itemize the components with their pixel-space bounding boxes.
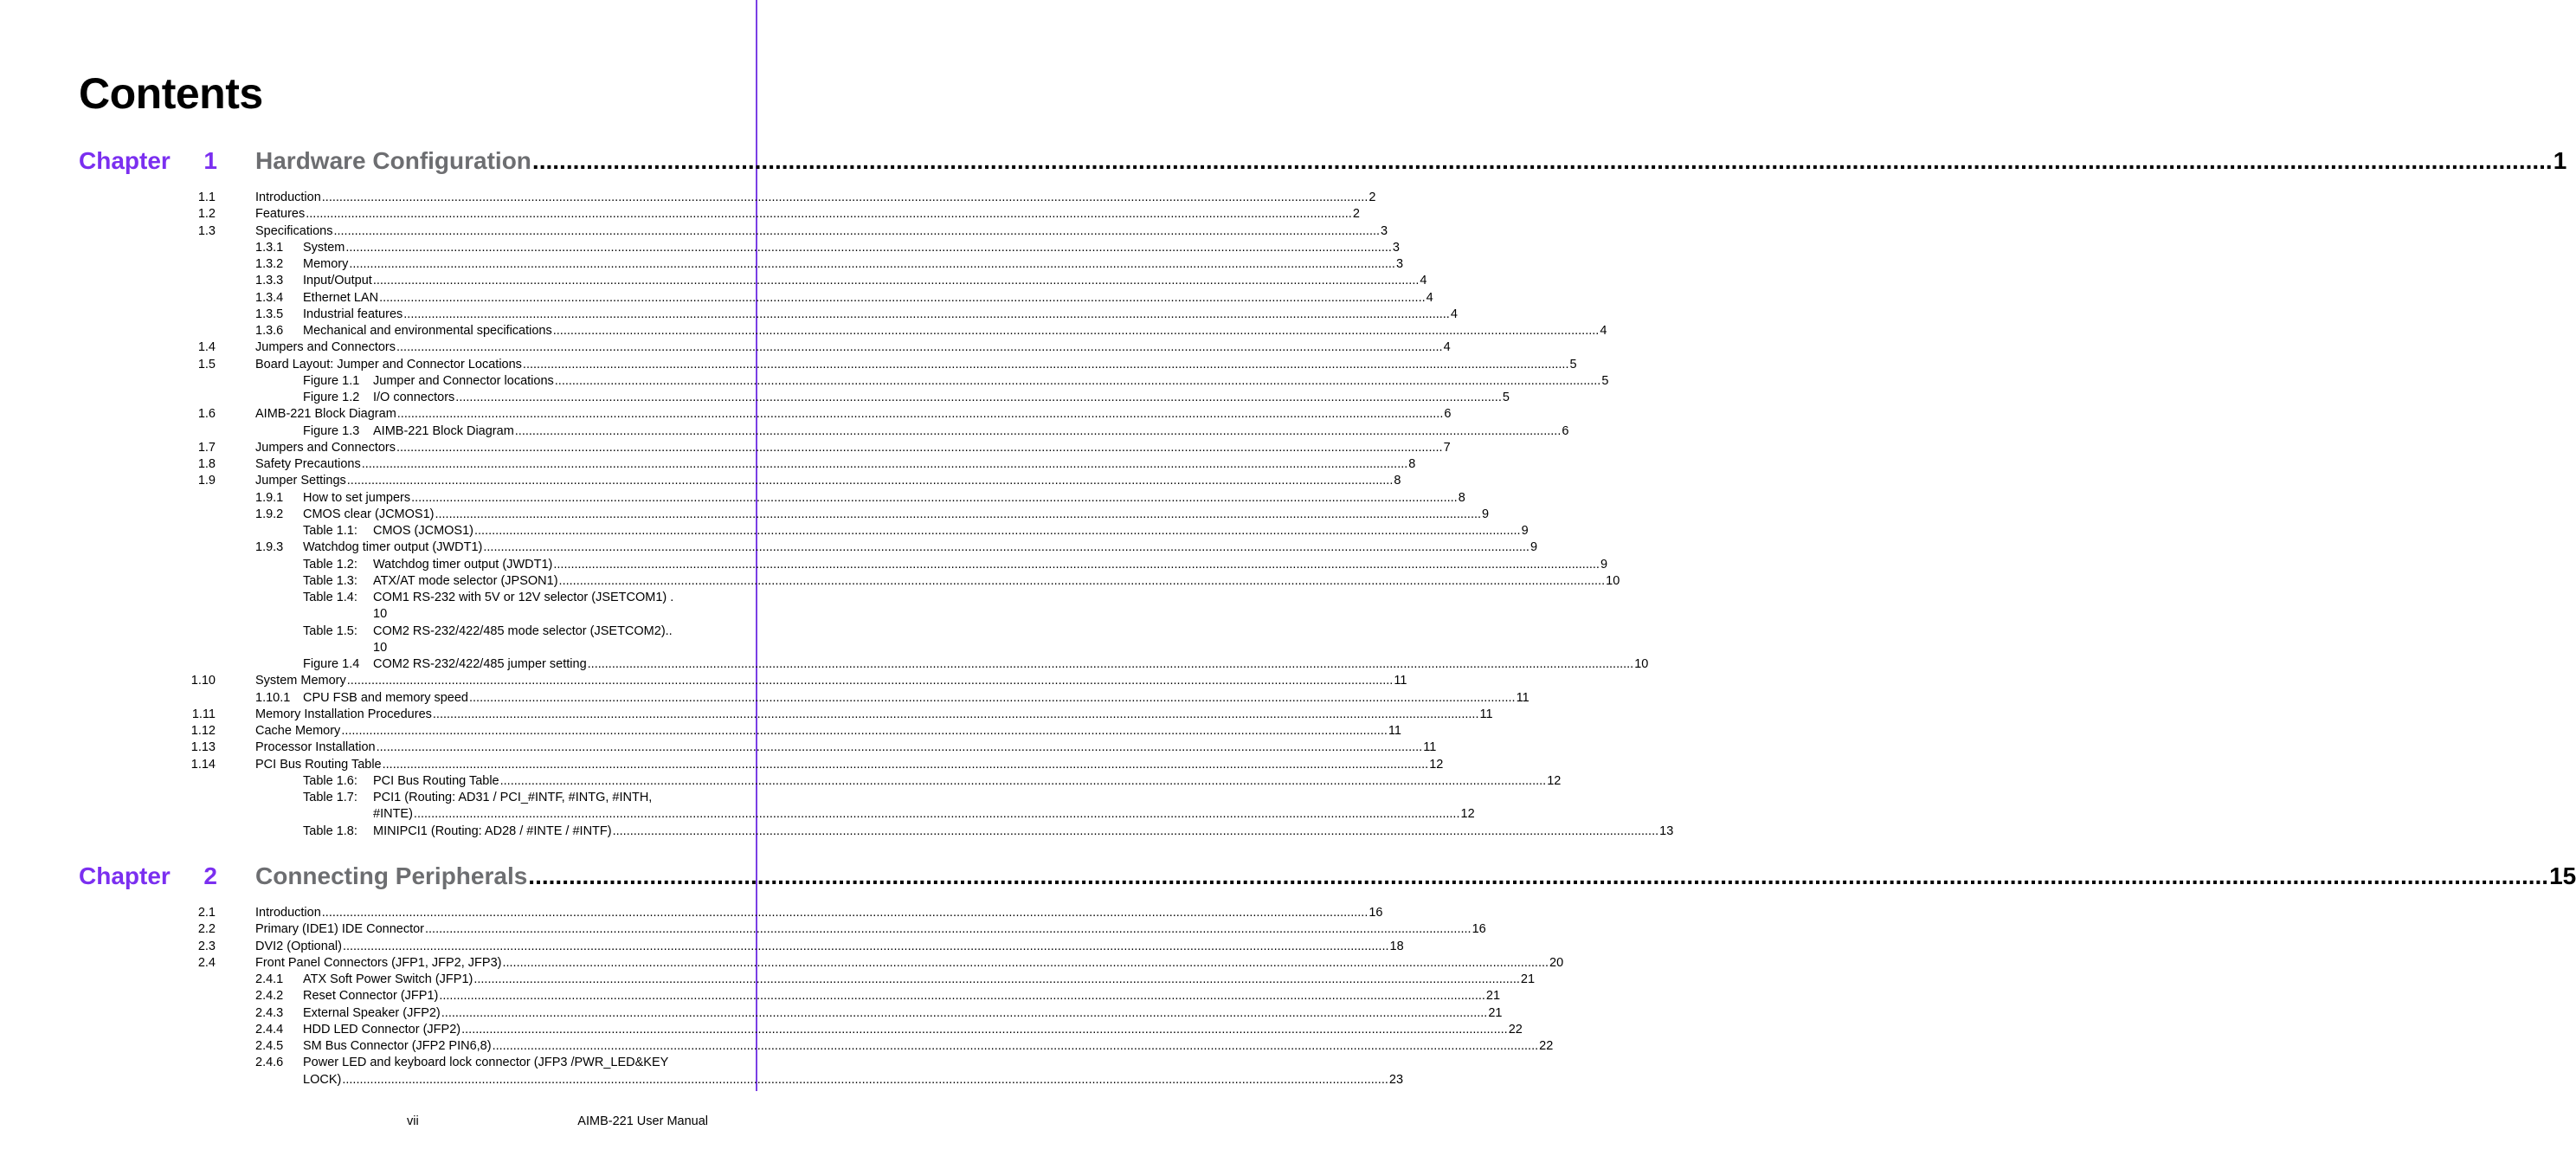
toc-page: 2 bbox=[1368, 191, 1376, 204]
dot-leader: ............................................................................................................................................................................................................................................................................................................ bbox=[474, 524, 1521, 538]
toc-leader bbox=[255, 357, 1577, 373]
toc-page: 3 bbox=[1392, 240, 1400, 255]
toc-leader bbox=[303, 1005, 1503, 1022]
caption-number: Table 1.7: bbox=[303, 791, 357, 804]
toc-entry[interactable] bbox=[0, 557, 1608, 573]
dot-leader: ............................................................................................................................................................................................................................................................................................................ bbox=[502, 955, 1549, 970]
caption-number: Table 1.4: bbox=[303, 591, 357, 604]
footer-manual-title: AIMB-221 User Manual bbox=[577, 1114, 708, 1128]
toc-label: PCI1 (Routing: AD31 / PCI_#INTF, #INTG, #INTH, bbox=[373, 791, 653, 804]
toc-label: Watchdog timer output (JWDT1) bbox=[303, 540, 483, 555]
toc-leader bbox=[255, 921, 1486, 938]
dot-leader: ............................................................................................................................................................................................................................................................................................................ bbox=[396, 440, 1443, 455]
toc-page: 3 bbox=[1395, 257, 1404, 271]
toc-entry[interactable] bbox=[0, 573, 1620, 590]
section-number: 2.2 bbox=[197, 922, 216, 937]
chapter-entry bbox=[255, 861, 2576, 892]
toc-page: 7 bbox=[1443, 440, 1451, 455]
toc-entry[interactable] bbox=[0, 539, 1538, 556]
toc-page: 2 bbox=[1352, 207, 1360, 222]
toc-entry[interactable] bbox=[0, 757, 1444, 773]
toc-entry[interactable] bbox=[0, 656, 1649, 673]
toc-label-continued: LOCK) bbox=[303, 1072, 342, 1087]
page-title: Contents bbox=[79, 69, 263, 118]
toc-label: COM2 RS-232/422/485 jumper setting bbox=[373, 657, 587, 671]
toc-page: 21 bbox=[1485, 989, 1501, 1004]
dot-leader: ............................................................................................................................................................................................................................................................................................................ bbox=[435, 507, 1482, 521]
dot-leader: ............................................................................................................................................................................................................................................................................................................ bbox=[483, 540, 1530, 555]
toc-leader bbox=[303, 490, 1465, 507]
section-number: 1.3.6 bbox=[255, 324, 284, 338]
dot-leader: ............................................................................................................................................................................................................................................................................................................ bbox=[349, 257, 1395, 271]
section-number: 1.10.1 bbox=[255, 690, 291, 705]
toc-leader bbox=[373, 373, 1609, 390]
chapter-number: 1 bbox=[203, 147, 217, 174]
toc-label: System bbox=[303, 240, 345, 255]
caption-number: Table 1.1: bbox=[303, 524, 357, 538]
toc-page: 11 bbox=[1479, 707, 1493, 721]
chapter-entry bbox=[255, 145, 2567, 177]
toc-label: Reset Connector (JFP1) bbox=[303, 989, 439, 1004]
toc-entry[interactable] bbox=[0, 423, 1569, 440]
toc-leader bbox=[303, 290, 1433, 307]
toc-label: Jumper Settings bbox=[255, 474, 346, 488]
toc-leader bbox=[373, 573, 1620, 590]
toc-leader bbox=[255, 206, 1360, 223]
toc-entry[interactable] bbox=[0, 339, 1451, 356]
toc-label: HDD LED Connector (JFP2) bbox=[303, 1022, 461, 1037]
caption-number: Figure 1.1 bbox=[303, 373, 360, 388]
dot-leader: ............................................................................................................................................................................................................................................................................................................ bbox=[346, 474, 1394, 488]
dot-leader: ............................................................................................................................................................................................................................................................................................................ bbox=[461, 1022, 1508, 1037]
toc-entry[interactable] bbox=[0, 507, 1490, 523]
chapter-word: Chapter bbox=[79, 862, 171, 889]
toc-page: 8 bbox=[1458, 490, 1465, 505]
toc-label: Board Layout: Jumper and Connector Locations bbox=[255, 357, 522, 371]
toc-label: Industrial features bbox=[303, 307, 403, 321]
toc-page: 22 bbox=[1539, 1039, 1554, 1053]
toc-page: 10 bbox=[373, 607, 388, 622]
section-number: 1.10 bbox=[190, 674, 216, 688]
toc-entry[interactable] bbox=[0, 390, 1510, 406]
toc-label: Processor Installation bbox=[255, 740, 376, 755]
toc-leader bbox=[255, 190, 1376, 206]
section-number: 2.4.1 bbox=[255, 972, 284, 986]
toc-leader bbox=[255, 905, 1383, 921]
dot-leader: ............................................................................................................................................................................................................................................................................................................ bbox=[455, 391, 1502, 404]
dot-leader: ............................................................................................................................................................................................................................................................................................................ bbox=[346, 674, 1394, 688]
toc-page: 10 bbox=[1606, 573, 1620, 588]
toc-entry[interactable] bbox=[0, 921, 1486, 938]
toc-leader bbox=[373, 773, 1562, 790]
toc-page: 8 bbox=[1408, 457, 1416, 471]
toc-label: SM Bus Connector (JFP2 PIN6,8) bbox=[303, 1039, 492, 1053]
toc-entry[interactable] bbox=[0, 1022, 1523, 1038]
dot-leader: ............................................................................................................................................................................................................................................................................................................ bbox=[528, 862, 2549, 889]
section-number: 2.4.4 bbox=[255, 1022, 284, 1037]
toc-page: 9 bbox=[1482, 507, 1490, 521]
toc-page: 13 bbox=[1659, 823, 1674, 838]
dot-leader: ............................................................................................................................................................................................................................................................................................................ bbox=[553, 557, 1600, 572]
section-number: 1.11 bbox=[191, 707, 216, 721]
section-number: 1.8 bbox=[197, 457, 216, 471]
toc-entry[interactable] bbox=[0, 273, 1427, 289]
dot-leader: ............................................................................................................................................................................................................................................................................................................ bbox=[306, 207, 1352, 222]
dot-leader: ............................................................................................................................................................................................................................................................................................................ bbox=[552, 324, 1600, 338]
toc-page: 9 bbox=[1530, 540, 1538, 555]
toc-label: Cache Memory bbox=[255, 724, 341, 738]
toc-label: Jumpers and Connectors bbox=[255, 340, 396, 355]
toc-entry[interactable] bbox=[0, 240, 1400, 256]
toc-entry[interactable] bbox=[0, 406, 1452, 423]
toc-entry[interactable] bbox=[0, 490, 1465, 507]
toc-entry[interactable] bbox=[0, 988, 1501, 1004]
chapter-heading[interactable] bbox=[79, 145, 2567, 177]
toc-leader bbox=[255, 939, 1404, 955]
section-number: 2.4.3 bbox=[255, 1005, 284, 1020]
section-number: 1.2 bbox=[197, 207, 216, 222]
toc-entry[interactable] bbox=[0, 905, 1383, 921]
toc-entry[interactable] bbox=[0, 473, 1401, 489]
dot-leader: ............................................................................................................................................................................................................................................................................................................ bbox=[396, 407, 1444, 422]
toc-page: 16 bbox=[1472, 922, 1486, 937]
toc-leader bbox=[373, 557, 1608, 573]
toc-entry[interactable] bbox=[0, 307, 1458, 323]
toc-page: 11 bbox=[1516, 690, 1530, 705]
toc-leader bbox=[303, 273, 1427, 289]
dot-leader: ............................................................................................................................................................................................................................................................................................................ bbox=[361, 457, 1408, 471]
toc-entry[interactable] bbox=[0, 440, 1451, 456]
toc-label: I/O connectors bbox=[373, 391, 455, 404]
toc-label: Ethernet LAN bbox=[303, 290, 379, 305]
dot-leader: ............................................................................................................................................................................................................................................................................................................ bbox=[425, 922, 1472, 937]
toc-entry[interactable] bbox=[0, 673, 1407, 689]
section-number: 1.6 bbox=[197, 407, 216, 422]
toc-page: 10 bbox=[373, 640, 388, 655]
dot-leader: ............................................................................................................................................................................................................................................................................................................ bbox=[413, 807, 1460, 822]
dot-leader: ............................................................................................................................................................................................................................................................................................................ bbox=[492, 1039, 1539, 1053]
toc-page: 21 bbox=[1520, 972, 1536, 986]
toc-page: 11 bbox=[1423, 740, 1437, 755]
toc-leader bbox=[373, 423, 1569, 440]
toc-page: 9 bbox=[1600, 557, 1608, 572]
section-number: 1.9.2 bbox=[255, 507, 284, 521]
toc-entry[interactable] bbox=[0, 740, 1437, 756]
section-number: 1.13 bbox=[190, 740, 216, 755]
dot-leader: ............................................................................................................................................................................................................................................................................................................ bbox=[342, 939, 1389, 953]
dot-leader: ............................................................................................................................................................................................................................................................................................................ bbox=[612, 823, 1659, 838]
toc-leader bbox=[255, 955, 1564, 972]
toc-leader bbox=[255, 707, 1493, 723]
toc-leader bbox=[255, 473, 1401, 489]
toc-entry[interactable] bbox=[0, 456, 1416, 473]
toc-page: 4 bbox=[1420, 274, 1427, 288]
toc-leader bbox=[303, 690, 1530, 707]
dot-leader: ............................................................................................................................................................................................................................................................................................................ bbox=[499, 773, 1547, 788]
dot-leader: ............................................................................................................................................................................................................................................................................................................ bbox=[372, 274, 1420, 288]
toc-leader bbox=[255, 456, 1416, 473]
toc-leader bbox=[303, 323, 1607, 339]
section-number: 1.7 bbox=[197, 440, 216, 455]
toc-entry[interactable] bbox=[0, 955, 1564, 972]
toc-entry[interactable] bbox=[0, 1038, 1554, 1055]
section-number: 1.4 bbox=[197, 340, 216, 355]
dot-leader: ............................................................................................................................................................................................................................................................................................................ bbox=[522, 357, 1569, 371]
toc-label: DVI2 (Optional) bbox=[255, 939, 342, 953]
toc-page: 16 bbox=[1368, 906, 1383, 920]
toc-entry[interactable] bbox=[0, 290, 1433, 307]
toc-entry[interactable] bbox=[0, 373, 1609, 390]
toc-page: 5 bbox=[1601, 373, 1609, 388]
section-number: 2.1 bbox=[197, 906, 216, 920]
toc-leader bbox=[373, 823, 1674, 840]
section-number: 1.12 bbox=[190, 724, 216, 738]
toc-leader bbox=[255, 223, 1388, 240]
dot-leader: ............................................................................................................................................................................................................................................................................................................ bbox=[558, 573, 1606, 588]
dot-leader: ............................................................................................................................................................................................................................................................................................................ bbox=[379, 290, 1426, 305]
toc-label: Safety Precautions bbox=[255, 457, 361, 471]
section-number: 2.4.5 bbox=[255, 1039, 284, 1053]
caption-number: Figure 1.3 bbox=[303, 423, 360, 438]
toc-label: AIMB-221 Block Diagram bbox=[255, 407, 396, 422]
dot-leader: ............................................................................................................................................................................................................................................................................................................ bbox=[321, 906, 1368, 920]
toc-label: Jumper and Connector locations bbox=[373, 373, 554, 388]
toc-leader bbox=[303, 1038, 1554, 1055]
dot-leader: ............................................................................................................................................................................................................................................................................................................ bbox=[333, 223, 1381, 238]
toc-label: Jumpers and Connectors bbox=[255, 440, 396, 455]
chapter-number: 2 bbox=[203, 862, 217, 889]
toc-label: How to set jumpers bbox=[303, 490, 411, 505]
dot-leader: ............................................................................................................................................................................................................................................................................................................ bbox=[396, 340, 1443, 355]
dot-leader: ............................................................................................................................................................................................................................................................................................................ bbox=[376, 740, 1423, 755]
section-number: 1.3.1 bbox=[255, 240, 284, 255]
toc-page: 11 bbox=[1388, 724, 1401, 738]
dot-leader: ............................................................................................................................................................................................................................................................................................................ bbox=[432, 707, 1479, 721]
toc-leader bbox=[255, 440, 1451, 456]
toc-label: ATX Soft Power Switch (JFP1) bbox=[303, 972, 473, 986]
toc-leader bbox=[255, 339, 1451, 356]
toc-label: AIMB-221 Block Diagram bbox=[373, 423, 514, 438]
caption-number: Figure 1.2 bbox=[303, 391, 360, 404]
section-number: 2.4.6 bbox=[255, 1056, 284, 1070]
toc-leader bbox=[303, 240, 1400, 256]
toc-leader bbox=[303, 1022, 1523, 1038]
toc-leader bbox=[373, 806, 1475, 823]
toc-leader bbox=[255, 757, 1444, 773]
section-number: 2.4 bbox=[197, 955, 216, 970]
toc-label: Specifications bbox=[255, 223, 333, 238]
toc-leader bbox=[303, 972, 1536, 988]
toc-label: Input/Output bbox=[303, 274, 372, 288]
toc-leader bbox=[303, 256, 1404, 273]
toc-entry[interactable] bbox=[0, 707, 1493, 723]
section-number: 1.9.1 bbox=[255, 490, 284, 505]
toc-entry[interactable] bbox=[0, 357, 1577, 373]
caption-number: Table 1.3: bbox=[303, 573, 357, 588]
toc-entry[interactable] bbox=[0, 972, 1536, 988]
section-number: 2.4.2 bbox=[255, 989, 284, 1004]
toc-page: 18 bbox=[1389, 939, 1404, 953]
toc-leader bbox=[303, 539, 1538, 556]
toc-label: System Memory bbox=[255, 674, 346, 688]
toc-entry[interactable] bbox=[0, 323, 1607, 339]
toc-label: Memory bbox=[303, 257, 349, 271]
toc-entry[interactable] bbox=[0, 790, 1475, 822]
toc-page: 4 bbox=[1443, 340, 1451, 355]
section-number: 1.3.2 bbox=[255, 257, 284, 271]
section-number: 1.3.5 bbox=[255, 307, 284, 321]
toc-page: 4 bbox=[1600, 324, 1607, 338]
dot-leader: ............................................................................................................................................................................................................................................................................................................ bbox=[514, 423, 1562, 438]
toc-page: 11 bbox=[1394, 674, 1407, 688]
toc-leader bbox=[303, 1072, 1404, 1088]
toc-page: 3 bbox=[1381, 223, 1388, 238]
section-number: 1.3.3 bbox=[255, 274, 284, 288]
toc-page: 12 bbox=[1460, 807, 1475, 822]
toc-label-continued: #INTE) bbox=[373, 807, 413, 822]
section-number: 1.1 bbox=[197, 191, 216, 204]
toc-entry[interactable] bbox=[0, 1005, 1503, 1022]
toc-label: Watchdog timer output (JWDT1) bbox=[373, 557, 553, 572]
toc-page: 21 bbox=[1488, 1005, 1503, 1020]
toc-label: Introduction bbox=[255, 191, 321, 204]
toc-entry[interactable] bbox=[0, 523, 1529, 539]
dot-leader: ............................................................................................................................................................................................................................................................................................................ bbox=[403, 307, 1450, 321]
toc-leader bbox=[255, 723, 1401, 740]
toc-label: CPU FSB and memory speed bbox=[303, 690, 468, 705]
chapter-heading[interactable] bbox=[79, 861, 2576, 892]
toc-entry[interactable] bbox=[0, 1055, 1404, 1087]
section-number: 1.9 bbox=[197, 474, 216, 488]
toc-label: External Speaker (JFP2) bbox=[303, 1005, 441, 1020]
toc-entry[interactable] bbox=[0, 590, 708, 622]
toc-page: 5 bbox=[1569, 357, 1577, 371]
toc-page: 6 bbox=[1562, 423, 1569, 438]
toc-entry[interactable] bbox=[0, 190, 1376, 206]
chapter-page: 1 bbox=[2553, 147, 2567, 174]
dot-leader: ............................................................................................................................................................................................................................................................................................................ bbox=[554, 373, 1601, 388]
caption-number: Table 1.2: bbox=[303, 557, 357, 572]
toc-leader bbox=[303, 307, 1458, 323]
toc-label: Mechanical and environmental specifications bbox=[303, 324, 552, 338]
toc-page: 6 bbox=[1444, 407, 1452, 422]
dot-leader: ............................................................................................................................................................................................................................................................................................................ bbox=[473, 972, 1520, 986]
dot-leader: ............................................................................................................................................................................................................................................................................................................ bbox=[342, 1072, 1388, 1087]
toc-label: Front Panel Connectors (JFP1, JFP2, JFP3) bbox=[255, 955, 502, 970]
caption-number: Table 1.5: bbox=[303, 623, 357, 638]
footer-page-number: vii bbox=[407, 1114, 419, 1128]
toc-entry[interactable] bbox=[0, 773, 1562, 790]
toc-label: Features bbox=[255, 207, 306, 222]
toc-page: 12 bbox=[1547, 773, 1562, 788]
toc-page: 10 bbox=[1634, 657, 1649, 671]
toc-page: 8 bbox=[1394, 474, 1401, 488]
toc-label: ATX/AT mode selector (JPSON1) bbox=[373, 573, 558, 588]
toc-leader bbox=[303, 507, 1490, 523]
dot-leader: ............................................................................................................................................................................................................................................................................................................ bbox=[382, 757, 1429, 772]
toc-page: 9 bbox=[1521, 524, 1529, 538]
dot-leader: ............................................................................................................................................................................................................................................................................................................ bbox=[531, 147, 2553, 174]
toc-leader bbox=[255, 740, 1437, 756]
dot-leader: ............................................................................................................................................................................................................................................................................................................ bbox=[439, 989, 1485, 1004]
toc-label: CMOS (JCMOS1) bbox=[373, 524, 473, 538]
toc-entry[interactable] bbox=[0, 623, 708, 655]
section-number: 1.14 bbox=[190, 757, 216, 772]
toc-label: PCI Bus Routing Table bbox=[255, 757, 382, 772]
toc-label: CMOS clear (JCMOS1) bbox=[303, 507, 435, 521]
toc-label: PCI Bus Routing Table bbox=[373, 773, 499, 788]
dot-leader: ............................................................................................................................................................................................................................................................................................................ bbox=[411, 490, 1458, 505]
toc-label: Introduction bbox=[255, 906, 321, 920]
toc-page: 4 bbox=[1450, 307, 1458, 321]
section-number: 1.3 bbox=[197, 223, 216, 238]
toc-page: 12 bbox=[1429, 757, 1444, 772]
section-number: 1.5 bbox=[197, 357, 216, 371]
dot-leader: ............................................................................................................................................................................................................................................................................................................ bbox=[469, 690, 1516, 705]
chapter-title: Hardware Configuration bbox=[255, 147, 531, 174]
chapter-page: 15 bbox=[2549, 862, 2576, 889]
chapter-word: Chapter bbox=[79, 147, 171, 174]
toc-page: 4 bbox=[1426, 290, 1433, 305]
toc-label: Memory Installation Procedures bbox=[255, 707, 432, 721]
toc-entry[interactable] bbox=[0, 939, 1404, 955]
toc-label: Power LED and keyboard lock connector (JFP3 /PWR_LED&KEY bbox=[303, 1056, 669, 1070]
toc-entry[interactable] bbox=[0, 223, 1388, 240]
toc-page: 22 bbox=[1508, 1022, 1523, 1037]
toc-entry[interactable] bbox=[0, 823, 1674, 840]
dot-leader: ............................................................................................................................................................................................................................................................................................................ bbox=[441, 1005, 1488, 1020]
dot-leader: ............................................................................................................................................................................................................................................................................................................ bbox=[587, 657, 1634, 671]
toc-entry[interactable] bbox=[0, 206, 1360, 223]
section-number: 1.9.3 bbox=[255, 540, 284, 555]
toc-label: COM2 RS-232/422/485 mode selector (JSETCOM2).. bbox=[373, 623, 673, 638]
toc-leader bbox=[255, 673, 1407, 689]
caption-number: Table 1.8: bbox=[303, 823, 357, 838]
toc-entry[interactable] bbox=[0, 723, 1401, 740]
toc-label: Primary (IDE1) IDE Connector bbox=[255, 922, 424, 937]
dot-leader: ............................................................................................................................................................................................................................................................................................................ bbox=[341, 724, 1388, 738]
toc-leader bbox=[303, 988, 1501, 1004]
section-number: 2.3 bbox=[197, 939, 216, 953]
toc-page: 5 bbox=[1502, 391, 1510, 404]
toc-entry[interactable] bbox=[0, 256, 1404, 273]
toc-leader bbox=[373, 656, 1649, 673]
dot-leader: ............................................................................................................................................................................................................................................................................................................ bbox=[321, 191, 1368, 204]
toc-leader bbox=[373, 390, 1510, 406]
section-number: 1.3.4 bbox=[255, 290, 284, 305]
dot-leader: ............................................................................................................................................................................................................................................................................................................ bbox=[345, 240, 1392, 255]
caption-number: Table 1.6: bbox=[303, 773, 357, 788]
toc-entry[interactable] bbox=[0, 690, 1530, 707]
chapter-title: Connecting Peripherals bbox=[255, 862, 528, 889]
caption-number: Figure 1.4 bbox=[303, 657, 360, 671]
toc-label: COM1 RS-232 with 5V or 12V selector (JSETCOM1) . bbox=[373, 591, 674, 604]
toc-label: MINIPCI1 (Routing: AD28 / #INTE / #INTF) bbox=[373, 823, 612, 838]
toc-page: 23 bbox=[1388, 1072, 1404, 1087]
toc-page: 20 bbox=[1549, 955, 1564, 970]
toc-leader bbox=[373, 523, 1529, 539]
toc-leader bbox=[255, 406, 1452, 423]
